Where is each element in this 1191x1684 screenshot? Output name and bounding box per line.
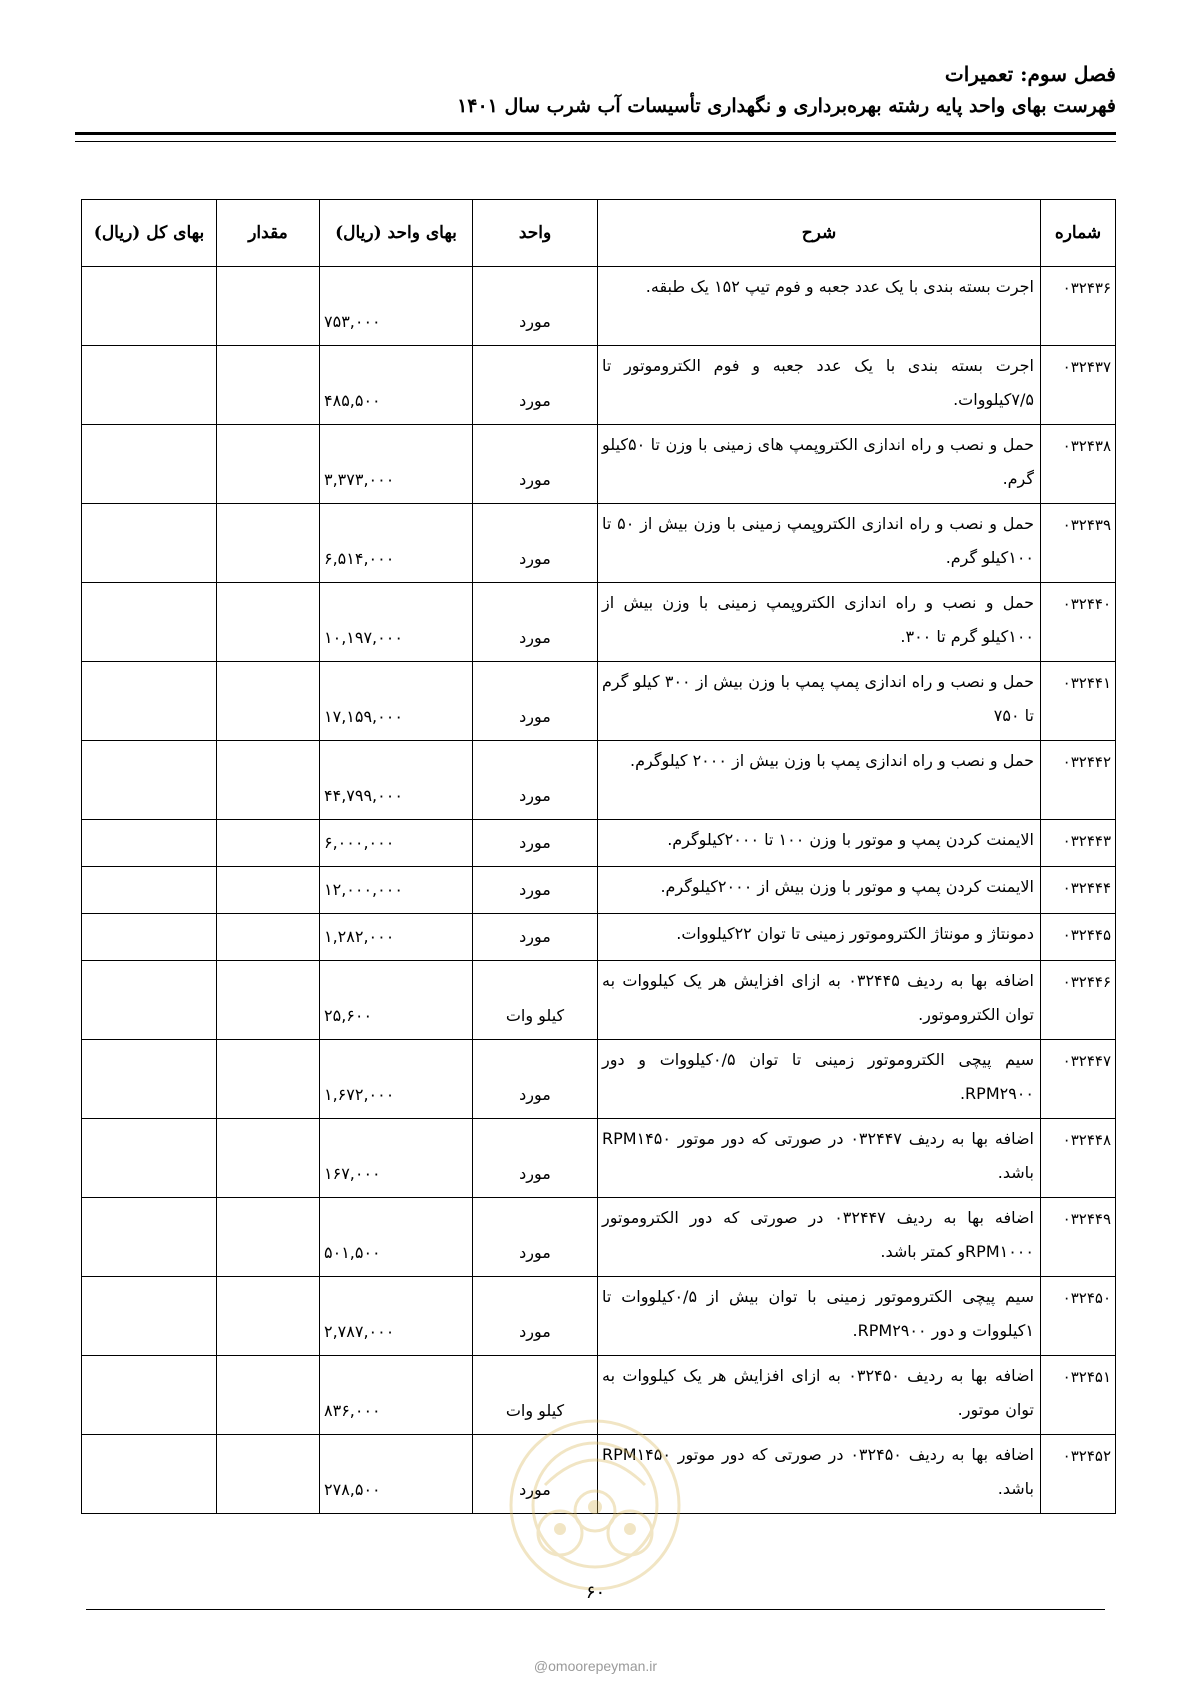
row-description: اضافه بها به ردیف ۰۳۲۴۵۰ به ازای افزایش هر یک کیلووات به توان موتور.: [598, 1356, 1041, 1435]
row-unit: مورد: [473, 662, 598, 741]
row-unit-price: ۳,۳۷۳,۰۰۰: [320, 425, 473, 504]
row-code: ۰۳۲۴۴۸: [1041, 1119, 1116, 1198]
row-unit: مورد: [473, 820, 598, 867]
row-description: اجرت بسته بندی با یک عدد جعبه و فوم تیپ ۱۵۲ یک طبقه.: [598, 267, 1041, 346]
row-quantity: [217, 1356, 320, 1435]
row-code: ۰۳۲۴۵۲: [1041, 1435, 1116, 1514]
row-unit: مورد: [473, 867, 598, 914]
table-row: [82, 1198, 1116, 1277]
row-code: ۰۳۲۴۳۹: [1041, 504, 1116, 583]
row-quantity: [217, 583, 320, 662]
row-unit: مورد: [473, 583, 598, 662]
row-quantity: [217, 504, 320, 583]
row-code: ۰۳۲۴۴۶: [1041, 961, 1116, 1040]
row-description: حمل و نصب و راه اندازی پمپ با وزن بیش از ۲۰۰۰ کیلوگرم.: [598, 741, 1041, 820]
row-total: [82, 1198, 217, 1277]
header-unit: واحد: [473, 200, 598, 267]
row-quantity: [217, 741, 320, 820]
row-total: [82, 1356, 217, 1435]
table-row: [82, 1356, 1116, 1435]
book-title: فهرست بهای واحد پایه رشته بهره‌برداری و نگهداری تأسیسات آب شرب سال ۱۴۰۱: [457, 95, 1116, 117]
row-unit: مورد: [473, 741, 598, 820]
row-code: ۰۳۲۴۴۰: [1041, 583, 1116, 662]
row-total: [82, 1119, 217, 1198]
row-description: حمل و نصب و راه اندازی الکتروپمپ زمینی با وزن بیش از ۵۰ تا ۱۰۰کیلو گرم.: [598, 504, 1041, 583]
header-quantity: مقدار: [217, 200, 320, 267]
row-quantity: [217, 1198, 320, 1277]
table-row: [82, 267, 1116, 346]
row-unit-price: ۱,۶۷۲,۰۰۰: [320, 1040, 473, 1119]
row-description: سیم پیچی الکتروموتور زمینی تا توان ۰/۵کیلووات و دور RPM۲۹۰۰.: [598, 1040, 1041, 1119]
row-code: ۰۳۲۴۴۴: [1041, 867, 1116, 914]
table-row: [82, 583, 1116, 662]
table-row: [82, 961, 1116, 1040]
row-description: حمل و نصب و راه اندازی پمپ پمپ با وزن بیش از ۳۰۰ کیلو گرم تا ۷۵۰: [598, 662, 1041, 741]
table-row: [82, 1277, 1116, 1356]
row-unit-price: ۱۲,۰۰۰,۰۰۰: [320, 867, 473, 914]
website-watermark: @omoorepeyman.ir: [533, 1658, 658, 1674]
row-unit: مورد: [473, 1040, 598, 1119]
row-unit-price: ۱۰,۱۹۷,۰۰۰: [320, 583, 473, 662]
row-total: [82, 1435, 217, 1514]
row-total: [82, 914, 217, 961]
row-code: ۰۳۲۴۴۱: [1041, 662, 1116, 741]
page-header: [75, 58, 1116, 122]
table-row: [82, 914, 1116, 961]
row-total: [82, 961, 217, 1040]
row-description: سیم پیچی الکتروموتور زمینی با توان بیش از ۰/۵کیلووات تا ۱کیلووات و دور RPM۲۹۰۰.: [598, 1277, 1041, 1356]
row-unit-price: ۴۸۵,۵۰۰: [320, 346, 473, 425]
row-code: ۰۳۲۴۳۶: [1041, 267, 1116, 346]
row-quantity: [217, 346, 320, 425]
chapter-title: فصل سوم: تعمیرات: [944, 62, 1116, 86]
row-quantity: [217, 267, 320, 346]
row-description: حمل و نصب و راه اندازی الکتروپمپ زمینی با وزن بیش از ۱۰۰کیلو گرم تا ۳۰۰.: [598, 583, 1041, 662]
row-code: ۰۳۲۴۴۲: [1041, 741, 1116, 820]
row-quantity: [217, 662, 320, 741]
row-unit-price: ۷۵۳,۰۰۰: [320, 267, 473, 346]
row-code: ۰۳۲۴۴۹: [1041, 1198, 1116, 1277]
row-code: ۰۳۲۴۵۱: [1041, 1356, 1116, 1435]
row-unit: مورد: [473, 267, 598, 346]
row-total: [82, 504, 217, 583]
row-code: ۰۳۲۴۴۵: [1041, 914, 1116, 961]
table-row: [82, 741, 1116, 820]
row-unit: مورد: [473, 1277, 598, 1356]
row-quantity: [217, 1119, 320, 1198]
row-unit-price: ۴۴,۷۹۹,۰۰۰: [320, 741, 473, 820]
row-unit: مورد: [473, 425, 598, 504]
row-unit: کیلو وات: [473, 1356, 598, 1435]
row-description: الایمنت کردن پمپ و موتور با وزن بیش از ۲۰۰۰کیلوگرم.: [598, 867, 1041, 914]
row-total: [82, 820, 217, 867]
row-unit-price: ۶,۵۱۴,۰۰۰: [320, 504, 473, 583]
row-total: [82, 583, 217, 662]
row-code: ۰۳۲۴۵۰: [1041, 1277, 1116, 1356]
header-rule: [75, 132, 1116, 142]
page-number: ۶۰: [585, 1582, 606, 1603]
row-unit-price: ۲۵,۶۰۰: [320, 961, 473, 1040]
row-unit-price: ۲۷۸,۵۰۰: [320, 1435, 473, 1514]
row-quantity: [217, 1040, 320, 1119]
row-total: [82, 867, 217, 914]
row-description: اجرت بسته بندی با یک عدد جعبه و فوم الکتروموتور تا ۷/۵کیلووات.: [598, 346, 1041, 425]
table-header-row: [82, 200, 1116, 267]
row-total: [82, 1277, 217, 1356]
row-description: اضافه بها به ردیف ۰۳۲۴۵۰ در صورتی که دور موتور RPM۱۴۵۰ باشد.: [598, 1435, 1041, 1514]
row-unit-price: ۱۷,۱۵۹,۰۰۰: [320, 662, 473, 741]
table-row: [82, 1119, 1116, 1198]
row-unit: مورد: [473, 1435, 598, 1514]
row-quantity: [217, 914, 320, 961]
row-unit: کیلو وات: [473, 961, 598, 1040]
row-description: اضافه بها به ردیف ۰۳۲۴۴۷ در صورتی که دور الکتروموتور RPM۱۰۰۰و کمتر باشد.: [598, 1198, 1041, 1277]
table-row: [82, 1040, 1116, 1119]
header-total: بهای کل (ریال): [82, 200, 217, 267]
row-unit: مورد: [473, 504, 598, 583]
row-quantity: [217, 867, 320, 914]
row-unit-price: ۱۶۷,۰۰۰: [320, 1119, 473, 1198]
header-code: شماره: [1041, 200, 1116, 267]
row-total: [82, 425, 217, 504]
table-row: [82, 425, 1116, 504]
row-description: حمل و نصب و راه اندازی الکتروپمپ های زمینی با وزن تا ۵۰کیلو گرم.: [598, 425, 1041, 504]
row-quantity: [217, 425, 320, 504]
row-unit-price: ۲,۷۸۷,۰۰۰: [320, 1277, 473, 1356]
row-description: دمونتاژ و مونتاژ الکتروموتور زمینی تا توان ۲۲کیلووات.: [598, 914, 1041, 961]
table-row: [82, 662, 1116, 741]
row-unit: مورد: [473, 914, 598, 961]
table-row: [82, 867, 1116, 914]
row-total: [82, 346, 217, 425]
header-description: شرح: [598, 200, 1041, 267]
table-row: [82, 504, 1116, 583]
row-quantity: [217, 1277, 320, 1356]
row-unit-price: ۱,۲۸۲,۰۰۰: [320, 914, 473, 961]
row-quantity: [217, 961, 320, 1040]
row-total: [82, 267, 217, 346]
row-description: اضافه بها به ردیف ۰۳۲۴۴۷ در صورتی که دور موتور RPM۱۴۵۰ باشد.: [598, 1119, 1041, 1198]
table-row: [82, 820, 1116, 867]
table-row: [82, 1435, 1116, 1514]
row-code: ۰۳۲۴۴۳: [1041, 820, 1116, 867]
price-list-table: [81, 199, 1116, 1514]
row-quantity: [217, 1435, 320, 1514]
row-unit: مورد: [473, 1119, 598, 1198]
row-unit: مورد: [473, 346, 598, 425]
row-total: [82, 741, 217, 820]
row-code: ۰۳۲۴۳۷: [1041, 346, 1116, 425]
row-unit: مورد: [473, 1198, 598, 1277]
row-unit-price: ۸۳۶,۰۰۰: [320, 1356, 473, 1435]
row-quantity: [217, 820, 320, 867]
header-unit-price: بهای واحد (ریال): [320, 200, 473, 267]
row-total: [82, 1040, 217, 1119]
row-unit-price: ۵۰۱,۵۰۰: [320, 1198, 473, 1277]
footer-rule: [86, 1609, 1105, 1610]
row-description: اضافه بها به ردیف ۰۳۲۴۴۵ به ازای افزایش هر یک کیلووات به توان الکتروموتور.: [598, 961, 1041, 1040]
table-row: [82, 346, 1116, 425]
row-code: ۰۳۲۴۴۷: [1041, 1040, 1116, 1119]
row-description: الایمنت کردن پمپ و موتور با وزن ۱۰۰ تا ۲۰۰۰کیلوگرم.: [598, 820, 1041, 867]
row-total: [82, 662, 217, 741]
row-code: ۰۳۲۴۳۸: [1041, 425, 1116, 504]
row-unit-price: ۶,۰۰۰,۰۰۰: [320, 820, 473, 867]
